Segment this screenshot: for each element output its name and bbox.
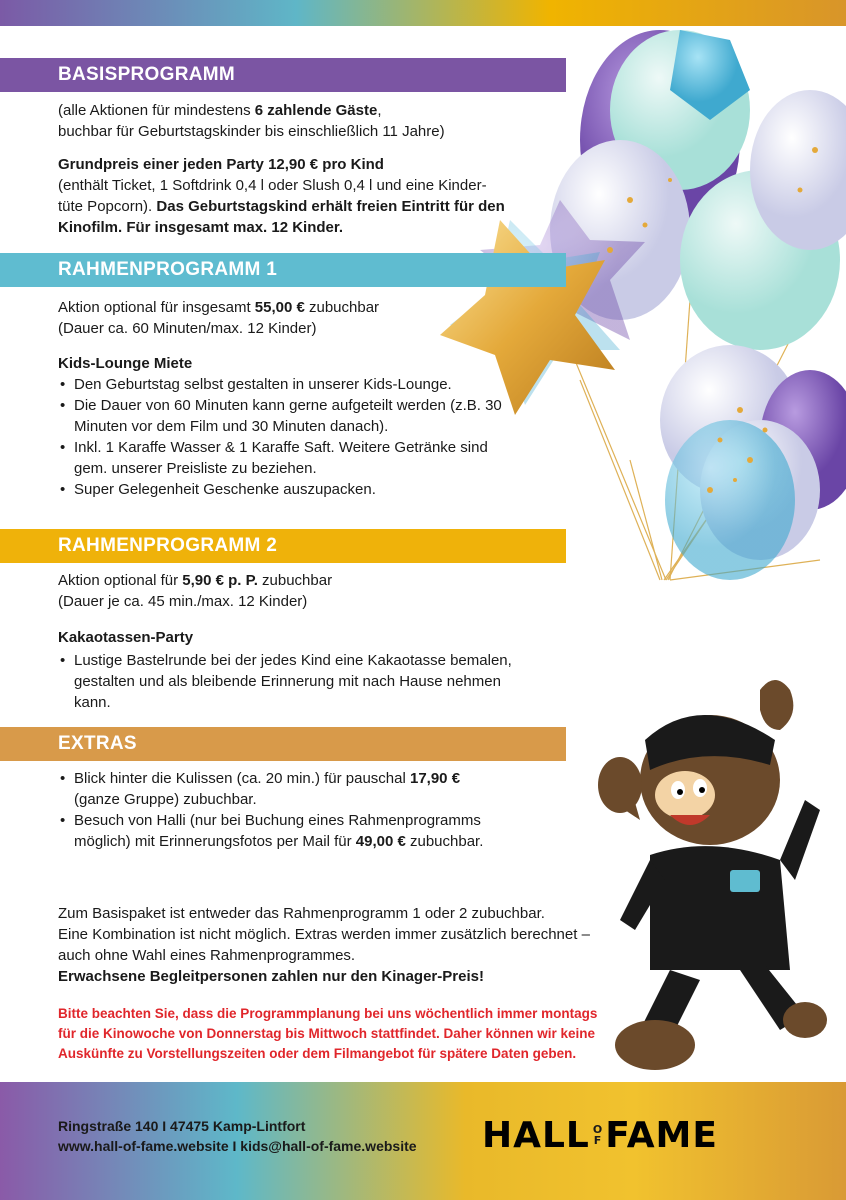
footer-web-email: www.hall-of-fame.website I kids@hall-of-fame.website xyxy=(58,1138,417,1154)
hall-of-fame-logo xyxy=(482,1114,790,1156)
program-planning-notice: Bitte beachten Sie, dass die Programmplanung bei uns wöchentlich immer montags für die Kinowoche von Donnerstag bis Mittwoch stattfindet. Daher können wir keine Auskünfte zu Vorstellungszeiten oder dem Filmangebot für spätere Daten geben. xyxy=(58,1006,598,1061)
section-header-basisprogramm: BASISPROGRAMM xyxy=(0,58,566,92)
rahmen1-info: Aktion optional für insgesamt 55,00 € zubuchbar (Dauer ca. 60 Minuten/max. 12 Kinder) xyxy=(58,299,380,337)
list-item: • Inkl. 1 Karaffe Wasser & 1 Karaffe Saft. Weitere Getränke sind gem. unserer Preisliste zu beziehen. xyxy=(58,437,518,479)
basis-price: Grundpreis einer jeden Party 12,90 € pro Kind (enthält Ticket, 1 Softdrink 0,4 l oder Slush 0,4 l und eine Kinder- tüte Popcorn). Das Geburtstagskind erhält freien Eintritt für den Kinofilm. Für insgesamt max. 12 Kinder. xyxy=(58,156,505,236)
section-header-extras: EXTRAS xyxy=(0,727,566,761)
rahmen2-info: Aktion optional für 5,90 € p. P. zubuchbar (Dauer je ca. 45 min./max. 12 Kinder) xyxy=(58,572,333,610)
footer-address: Ringstraße 140 I 47475 Kamp-Lintfort xyxy=(58,1118,306,1134)
rahmen1-subtitle: Kids-Lounge Miete xyxy=(58,355,193,372)
footer-contact xyxy=(58,1116,417,1156)
booking-notes: Zum Basispaket ist entweder das Rahmenprogramm 1 oder 2 zubuchbar. Eine Kombination ist nicht möglich. Extras werden immer zusätzlich berechnet – auch ohne Wahl eines Rahmenprogrammes. Erwachsene Begleitpersonen zahlen nur den Kinager-Preis! xyxy=(58,905,590,985)
extras-bullet-list xyxy=(58,768,498,852)
list-item: • Super Gelegenheit Geschenke auszupacken. xyxy=(58,479,518,500)
list-item: • Besuch von Halli (nur bei Buchung eines Rahmenprogramms möglich) mit Erinnerungsfotos per Mail für 49,00 € zubuchbar. xyxy=(58,810,498,852)
rahmen2-bullet-list xyxy=(58,650,538,713)
list-item: • Den Geburtstag selbst gestalten in unserer Kids-Lounge. xyxy=(58,374,518,395)
basis-info: (alle Aktionen für mindestens 6 zahlende Gäste, buchbar für Geburtstagskinder bis einschließlich 11 Jahre) xyxy=(58,102,445,140)
list-item: • Blick hinter die Kulissen (ca. 20 min.) für pauschal 17,90 € (ganze Gruppe) zubuchbar. xyxy=(58,768,498,810)
rahmen2-subtitle: Kakaotassen-Party xyxy=(58,629,194,646)
rahmen1-bullet-list xyxy=(58,374,518,500)
list-item: • Lustige Bastelrunde bei der jedes Kind eine Kakaotasse bemalen, gestalten und als bleibende Erinnerung mit nach Hause nehmen kann. xyxy=(58,650,538,713)
logo-text-fame: FAME xyxy=(605,1114,718,1156)
logo-text-of: O F xyxy=(592,1123,603,1147)
section-header-rahmenprogramm-1: RAHMENPROGRAMM 1 xyxy=(0,253,566,287)
list-item: • Die Dauer von 60 Minuten kann gerne aufgeteilt werden (z.B. 30 Minuten vor dem Film und 30 Minuten danach). xyxy=(58,395,518,437)
section-header-rahmenprogramm-2: RAHMENPROGRAMM 2 xyxy=(0,529,566,563)
logo-text-hall: HALL xyxy=(482,1114,590,1156)
